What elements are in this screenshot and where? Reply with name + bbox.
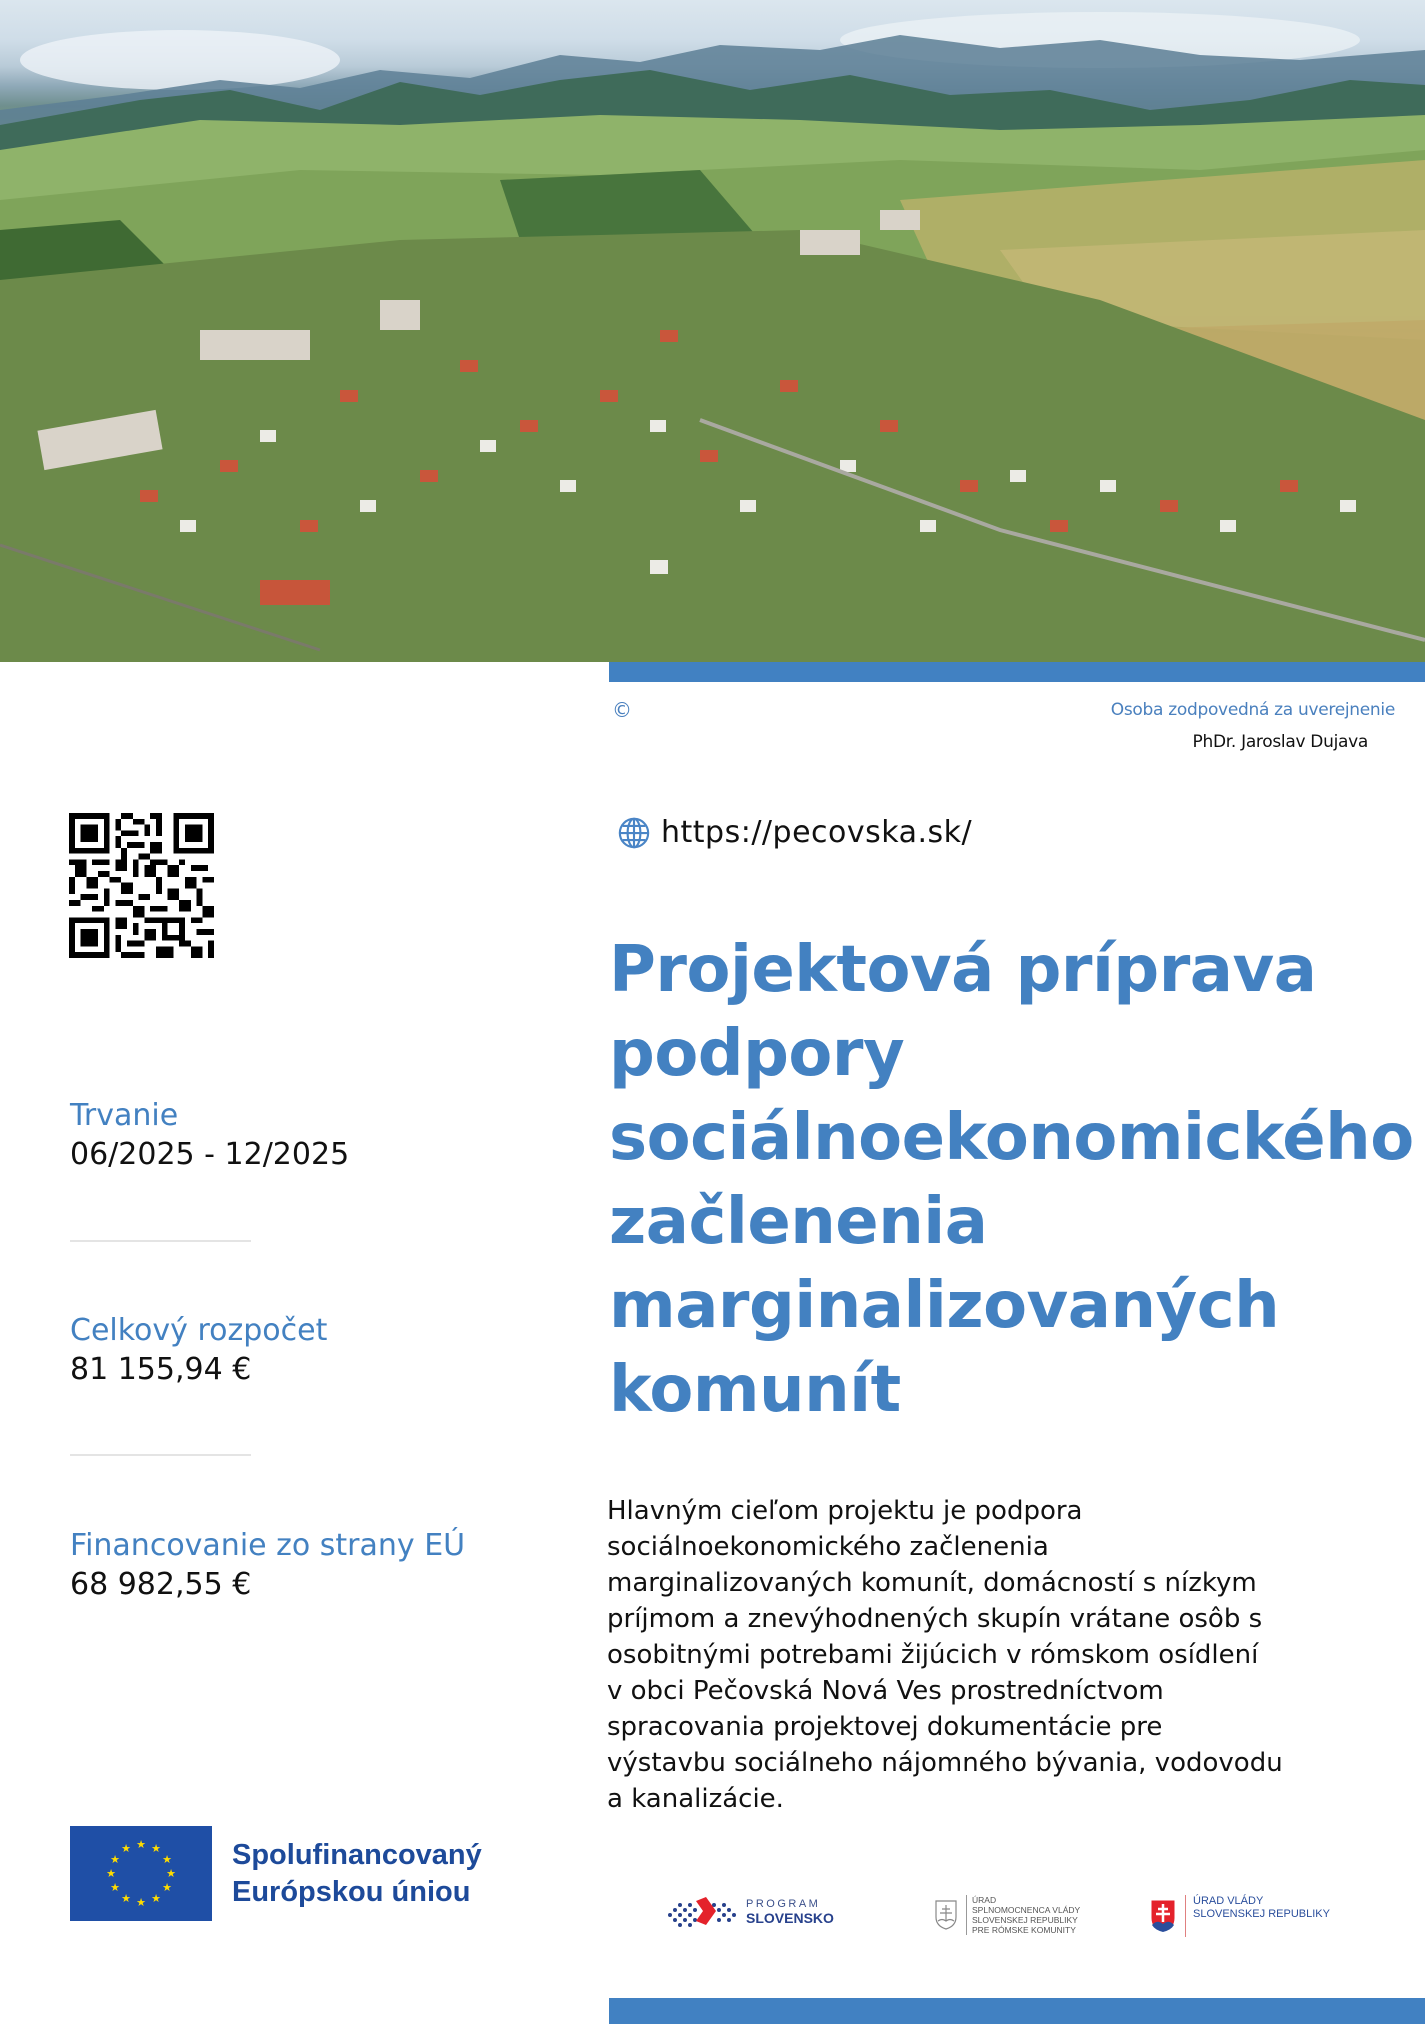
title-line: podpory: [609, 1017, 905, 1091]
fact-label: Celkový rozpočet: [70, 1313, 328, 1348]
eu-flag-icon: [70, 1826, 212, 1921]
description-line: v obci Pečovská Nová Ves prostredníctvom: [607, 1676, 1164, 1706]
description-line: sociálnoekonomického začlenenia: [607, 1532, 1049, 1562]
description-line: Hlavným cieľom projektu je podpora: [607, 1496, 1083, 1526]
divider: [70, 1240, 251, 1242]
title-line: Projektová príprava: [609, 933, 1317, 1007]
svg-text:★: ★: [151, 1892, 161, 1905]
svg-text:★: ★: [151, 1842, 161, 1855]
fact-value: 06/2025 - 12/2025: [70, 1137, 350, 1172]
partner-line: SLOVENSKEJ REPUBLIKY: [1193, 1908, 1330, 1920]
title-line: začlenenia: [609, 1185, 988, 1259]
urad-splnomocnenca-logo: [934, 1895, 1080, 1935]
urad-vlady-logo: [1149, 1895, 1330, 1937]
slovak-coat-of-arms-outline-icon: [934, 1899, 958, 1931]
title-line: marginalizovaných: [609, 1269, 1280, 1343]
project-title: [609, 928, 1414, 1432]
partner-line: PRE RÓMSKE KOMUNITY: [972, 1925, 1076, 1935]
website-link[interactable]: [617, 815, 972, 850]
svg-text:★: ★: [121, 1842, 131, 1855]
eu-text-line: Európskou úniou: [232, 1875, 471, 1908]
partner-line: SLOVENSKEJ REPUBLIKY: [972, 1915, 1078, 1925]
svg-text:★: ★: [136, 1896, 146, 1909]
fact-value: 68 982,55 €: [70, 1567, 252, 1602]
responsible-person-name: PhDr. Jaroslav Dujava: [1192, 732, 1368, 752]
fact-value: 81 155,94 €: [70, 1352, 252, 1387]
website-url[interactable]: https://pecovska.sk/: [661, 815, 973, 850]
description-line: spracovania projektovej dokumentácie pre: [607, 1712, 1163, 1742]
program-slovensko-logo: [666, 1893, 834, 1931]
description-line: osobitnými potrebami žijúcich v rómskom osídlení: [607, 1640, 1259, 1670]
program-slovensko-text: [746, 1898, 834, 1926]
program-slovensko-icon: [666, 1893, 738, 1931]
urad-vlady-text: [1185, 1895, 1330, 1937]
description-line: výstavbu sociálneho nájomného bývania, vodovodu: [607, 1748, 1283, 1778]
svg-text:★: ★: [110, 1853, 120, 1866]
partner-line: PROGRAM: [746, 1898, 821, 1910]
slovak-coat-of-arms-icon: [1149, 1898, 1177, 1934]
copyright-icon: ©: [612, 698, 632, 722]
svg-text:★: ★: [121, 1892, 131, 1905]
fact-eu-funding: [70, 1527, 540, 1605]
svg-text:★: ★: [162, 1853, 172, 1866]
fact-total-budget: [70, 1312, 540, 1390]
hero-photo: [0, 0, 1425, 662]
title-line: sociálnoekonomického: [609, 1101, 1414, 1175]
partner-line: SLOVENSKO: [746, 1910, 834, 1926]
svg-text:★: ★: [166, 1867, 176, 1880]
description-line: príjmom a znevýhodnených skupín vrátane osôb s: [607, 1604, 1263, 1634]
urad-splnomocnenca-text: [966, 1895, 1080, 1935]
partner-line: SPLNOMOCNENCA VLÁDY: [972, 1905, 1081, 1915]
responsible-person-label: Osoba zodpovedná za uverejnenie: [1110, 700, 1395, 720]
svg-text:★: ★: [162, 1881, 172, 1894]
svg-text:★: ★: [110, 1881, 120, 1894]
fact-duration: [70, 1097, 540, 1175]
globe-icon: [617, 816, 651, 850]
svg-text:★: ★: [136, 1838, 146, 1851]
description-line: a kanalizácie.: [607, 1784, 784, 1814]
eu-text-line: Spolufinancovaný: [232, 1838, 482, 1871]
svg-text:★: ★: [106, 1867, 116, 1880]
fact-label: Trvanie: [70, 1098, 179, 1133]
accent-bar-bottom: [609, 1998, 1425, 2024]
description-line: marginalizovaných komunít, domácností s nízkym: [607, 1568, 1257, 1598]
partner-line: ÚRAD VLÁDY: [1193, 1895, 1264, 1907]
qr-code-icon[interactable]: [69, 813, 214, 958]
title-line: komunít: [609, 1353, 901, 1427]
landscape-illustration: [0, 0, 1425, 662]
project-description: [607, 1493, 1327, 1817]
eu-cofunded-text: [232, 1837, 482, 1911]
accent-bar-top: [609, 662, 1425, 682]
fact-label: Financovanie zo strany EÚ: [70, 1528, 466, 1563]
divider: [70, 1454, 251, 1456]
eu-cofunded-logo: [70, 1826, 482, 1921]
partner-line: ÚRAD: [972, 1895, 997, 1905]
